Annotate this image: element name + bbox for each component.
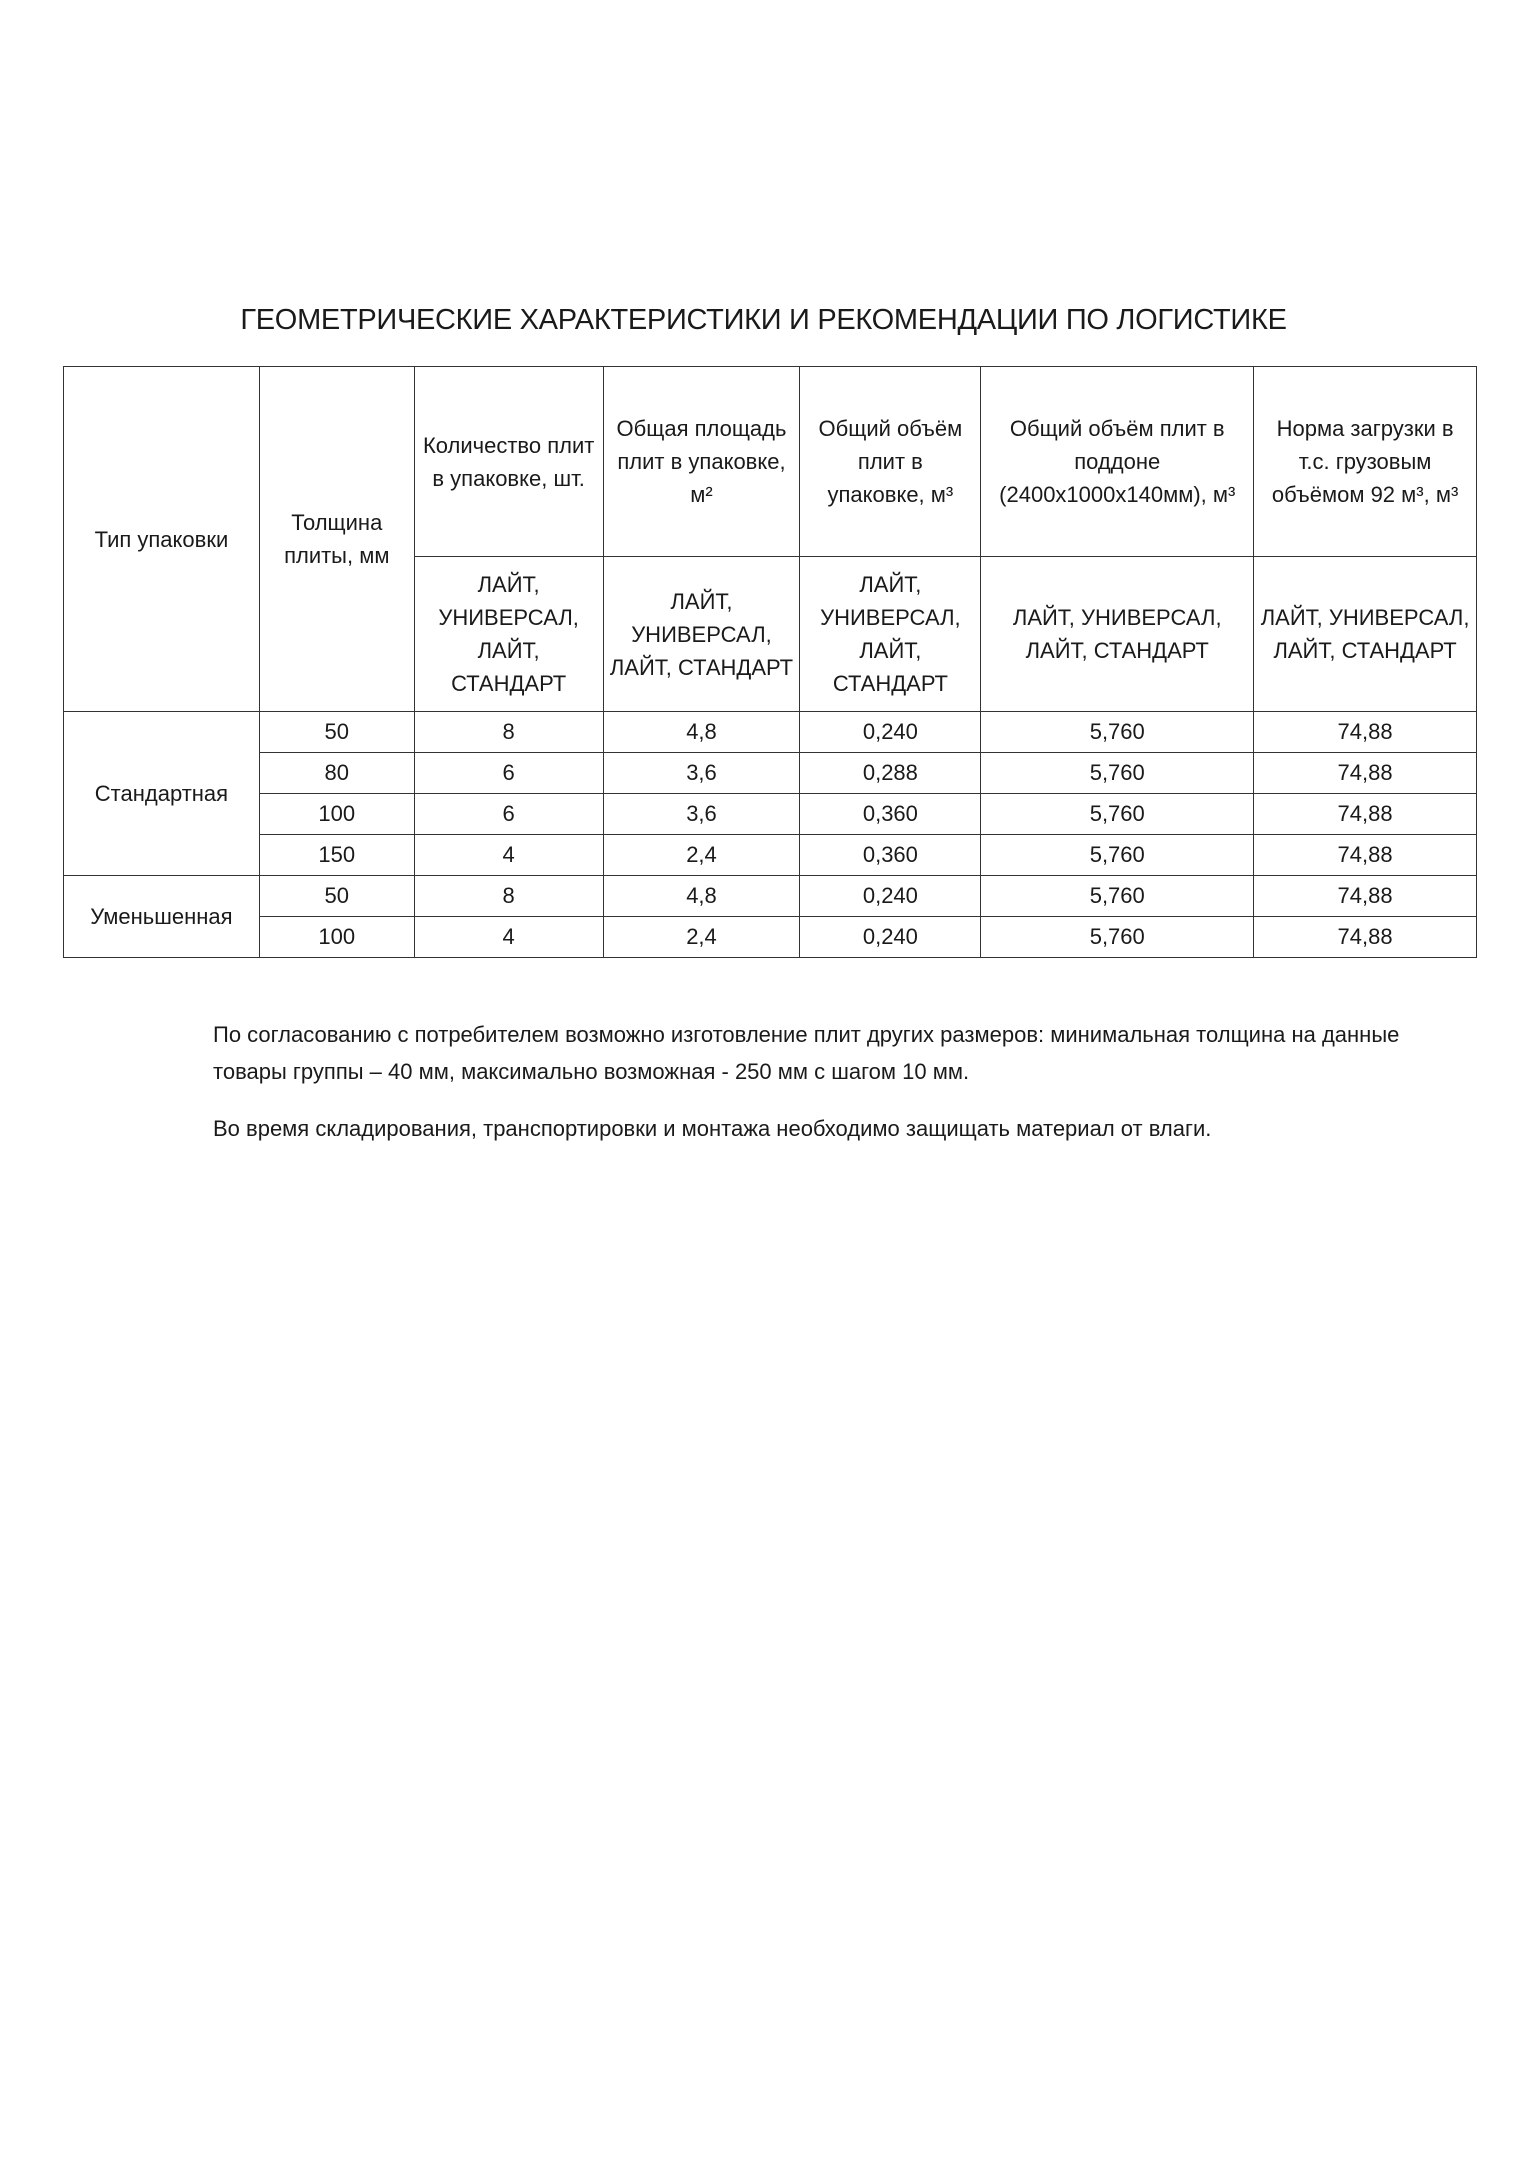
- header-type: Тип упаковки: [64, 367, 260, 712]
- table-cell: 50: [259, 876, 414, 917]
- table-cell: 74,88: [1254, 794, 1477, 835]
- subheader-volume: ЛАЙТ, УНИВЕРСАЛ, ЛАЙТ, СТАНДАРТ: [800, 557, 981, 712]
- table-row: [64, 712, 1477, 753]
- table-cell: 74,88: [1254, 753, 1477, 794]
- table-cell: 0,240: [800, 712, 981, 753]
- subheader-count: ЛАЙТ, УНИВЕРСАЛ, ЛАЙТ, СТАНДАРТ: [414, 557, 603, 712]
- subheader-area: ЛАЙТ, УНИВЕРСАЛ, ЛАЙТ, СТАНДАРТ: [603, 557, 800, 712]
- table-cell: 50: [259, 712, 414, 753]
- table-cell: 0,360: [800, 794, 981, 835]
- table-cell: 74,88: [1254, 712, 1477, 753]
- table-row: [64, 876, 1477, 917]
- table-row: [64, 917, 1477, 958]
- table-cell: 5,760: [981, 917, 1254, 958]
- table-cell: 3,6: [603, 753, 800, 794]
- table-cell: 74,88: [1254, 876, 1477, 917]
- package-type-cell: Стандартная: [64, 712, 260, 876]
- logistics-table: [63, 366, 1477, 958]
- table-row: [64, 753, 1477, 794]
- table-cell: 100: [259, 917, 414, 958]
- table-cell: 5,760: [981, 794, 1254, 835]
- table-cell: 3,6: [603, 794, 800, 835]
- table-cell: 2,4: [603, 835, 800, 876]
- table-cell: 0,240: [800, 876, 981, 917]
- table-cell: 2,4: [603, 917, 800, 958]
- table-cell: 80: [259, 753, 414, 794]
- header-area: Общая площадь плит в упаковке, м²: [603, 367, 800, 557]
- table-row: [64, 794, 1477, 835]
- header-row: [64, 367, 1477, 557]
- table-cell: 6: [414, 753, 603, 794]
- table-cell: 5,760: [981, 753, 1254, 794]
- table-cell: 150: [259, 835, 414, 876]
- note-moisture: Во время складирования, транспортировки и монтажа необходимо защищать материал от влаги.: [213, 1116, 1212, 1141]
- table-cell: 6: [414, 794, 603, 835]
- header-pallet: Общий объём плит в поддоне (2400x1000x140мм), м³: [981, 367, 1254, 557]
- header-volume: Общий объём плит в упаковке, м³: [800, 367, 981, 557]
- table-cell: 5,760: [981, 876, 1254, 917]
- table-cell: 74,88: [1254, 917, 1477, 958]
- subheader-pallet: ЛАЙТ, УНИВЕРСАЛ, ЛАЙТ, СТАНДАРТ: [981, 557, 1254, 712]
- table-cell: 4: [414, 835, 603, 876]
- package-type-cell: Уменьшенная: [64, 876, 260, 958]
- table-cell: 5,760: [981, 835, 1254, 876]
- notes: [213, 1016, 1413, 1167]
- table-cell: 4,8: [603, 712, 800, 753]
- table-cell: 0,240: [800, 917, 981, 958]
- note-sizes: По согласованию с потребителем возможно изготовление плит других размеров: минимальная толщина на данные товары группы – 40 мм, максимально возможная - 250 мм с шагом 10 мм.: [213, 1022, 1400, 1084]
- table-cell: 0,288: [800, 753, 981, 794]
- header-thickness: Толщина плиты, мм: [259, 367, 414, 712]
- table-row: [64, 835, 1477, 876]
- header-truck: Норма загрузки в т.с. грузовым объёмом 92 м³, м³: [1254, 367, 1477, 557]
- header-count: Количество плит в упаковке, шт.: [414, 367, 603, 557]
- table-cell: 8: [414, 876, 603, 917]
- table-cell: 100: [259, 794, 414, 835]
- table-cell: 5,760: [981, 712, 1254, 753]
- subheader-truck: ЛАЙТ, УНИВЕРСАЛ, ЛАЙТ, СТАНДАРТ: [1254, 557, 1477, 712]
- table-cell: 0,360: [800, 835, 981, 876]
- table-cell: 8: [414, 712, 603, 753]
- page-title: ГЕОМЕТРИЧЕСКИЕ ХАРАКТЕРИСТИКИ И РЕКОМЕНДАЦИИ ПО ЛОГИСТИКЕ: [240, 304, 1287, 336]
- table-cell: 4: [414, 917, 603, 958]
- table-cell: 4,8: [603, 876, 800, 917]
- table-cell: 74,88: [1254, 835, 1477, 876]
